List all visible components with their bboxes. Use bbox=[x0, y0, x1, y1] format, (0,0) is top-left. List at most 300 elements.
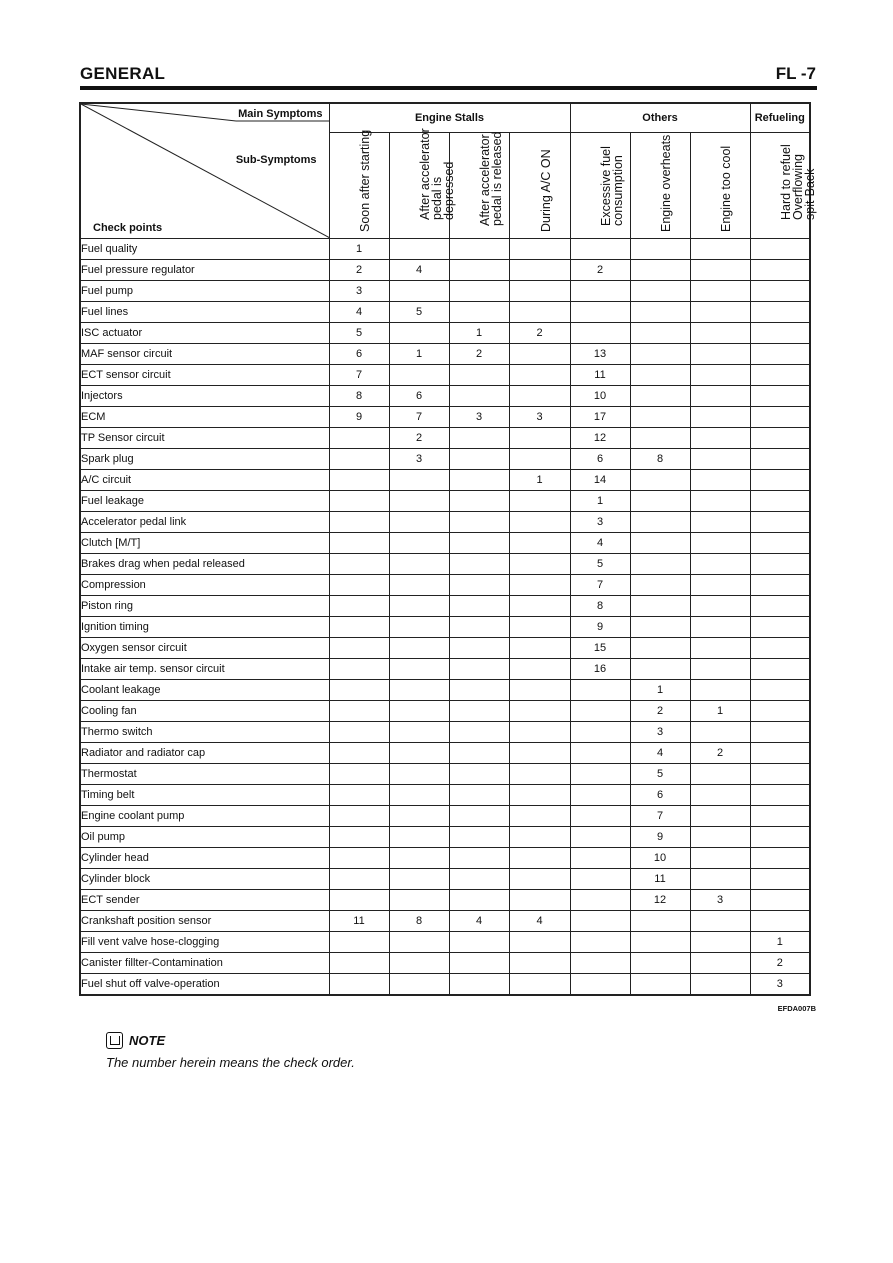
check-order-cell bbox=[690, 764, 750, 785]
check-order-cell bbox=[449, 575, 509, 596]
check-order-cell bbox=[750, 260, 810, 281]
check-order-cell: 14 bbox=[570, 470, 630, 491]
check-order-cell bbox=[690, 323, 750, 344]
check-order-cell: 2 bbox=[630, 701, 690, 722]
check-order-cell bbox=[449, 470, 509, 491]
check-order-cell: 7 bbox=[570, 575, 630, 596]
check-order-cell bbox=[329, 617, 389, 638]
check-order-cell bbox=[570, 281, 630, 302]
check-order-cell bbox=[570, 890, 630, 911]
check-order-cell bbox=[750, 449, 810, 470]
check-order-cell bbox=[329, 785, 389, 806]
check-order-cell bbox=[449, 512, 509, 533]
sub-symptom-header bbox=[690, 133, 750, 239]
check-point-name: Fuel shut off valve-operation bbox=[80, 974, 329, 996]
check-point-name: Thermostat bbox=[80, 764, 329, 785]
table-row bbox=[80, 428, 810, 449]
table-row bbox=[80, 911, 810, 932]
check-point-name: Timing belt bbox=[80, 785, 329, 806]
check-order-cell: 11 bbox=[570, 365, 630, 386]
check-order-cell bbox=[690, 974, 750, 996]
check-order-cell bbox=[329, 428, 389, 449]
check-order-cell bbox=[570, 701, 630, 722]
check-order-cell bbox=[750, 239, 810, 260]
check-order-cell bbox=[630, 596, 690, 617]
check-order-cell bbox=[750, 344, 810, 365]
check-order-cell bbox=[449, 785, 509, 806]
check-order-cell bbox=[690, 953, 750, 974]
check-point-name: Engine coolant pump bbox=[80, 806, 329, 827]
check-order-cell bbox=[690, 491, 750, 512]
table-row bbox=[80, 848, 810, 869]
check-order-cell bbox=[329, 533, 389, 554]
check-order-cell bbox=[690, 449, 750, 470]
check-order-cell: 2 bbox=[690, 743, 750, 764]
table-row bbox=[80, 932, 810, 953]
table-row bbox=[80, 386, 810, 407]
check-order-cell bbox=[509, 260, 570, 281]
check-order-cell bbox=[389, 785, 449, 806]
check-order-cell bbox=[630, 281, 690, 302]
check-order-cell bbox=[329, 449, 389, 470]
table-row bbox=[80, 764, 810, 785]
check-order-cell bbox=[630, 512, 690, 533]
check-order-cell bbox=[630, 323, 690, 344]
table-row bbox=[80, 554, 810, 575]
check-order-cell: 4 bbox=[509, 911, 570, 932]
check-order-cell bbox=[329, 470, 389, 491]
figure-code: EFDA007B bbox=[777, 1004, 816, 1013]
table-row bbox=[80, 869, 810, 890]
check-order-cell bbox=[449, 302, 509, 323]
check-points-label: Check points bbox=[93, 222, 163, 234]
check-order-cell: 3 bbox=[570, 512, 630, 533]
sub-symptom-label: Soon after starting bbox=[358, 129, 372, 232]
check-order-cell bbox=[389, 806, 449, 827]
check-point-name: MAF sensor circuit bbox=[80, 344, 329, 365]
check-order-cell: 5 bbox=[329, 323, 389, 344]
check-order-cell bbox=[509, 680, 570, 701]
check-order-cell bbox=[449, 386, 509, 407]
check-order-cell bbox=[449, 953, 509, 974]
table-row bbox=[80, 260, 810, 281]
check-order-cell bbox=[630, 533, 690, 554]
table-row bbox=[80, 323, 810, 344]
check-order-cell bbox=[570, 932, 630, 953]
check-order-cell bbox=[690, 365, 750, 386]
check-point-name: Radiator and radiator cap bbox=[80, 743, 329, 764]
check-order-cell bbox=[750, 659, 810, 680]
check-order-cell bbox=[750, 806, 810, 827]
check-order-cell: 1 bbox=[630, 680, 690, 701]
check-order-cell bbox=[509, 932, 570, 953]
table-row bbox=[80, 239, 810, 260]
check-order-cell bbox=[329, 932, 389, 953]
check-order-cell bbox=[329, 890, 389, 911]
check-order-cell: 1 bbox=[690, 701, 750, 722]
table-row bbox=[80, 785, 810, 806]
check-order-cell: 12 bbox=[630, 890, 690, 911]
check-order-cell bbox=[690, 722, 750, 743]
check-order-cell bbox=[449, 449, 509, 470]
check-order-cell: 2 bbox=[329, 260, 389, 281]
check-order-cell: 7 bbox=[389, 407, 449, 428]
check-order-cell bbox=[449, 428, 509, 449]
check-order-cell bbox=[509, 596, 570, 617]
note-text: The number herein means the check order. bbox=[106, 1055, 355, 1070]
check-order-cell: 8 bbox=[389, 911, 449, 932]
section-title: GENERAL bbox=[80, 64, 166, 83]
check-order-cell: 6 bbox=[389, 386, 449, 407]
check-point-name: Fuel lines bbox=[80, 302, 329, 323]
check-order-cell bbox=[690, 512, 750, 533]
sub-symptom-header bbox=[509, 133, 570, 239]
symptom-group-header: Engine Stalls bbox=[329, 103, 570, 133]
check-point-name: Fuel quality bbox=[80, 239, 329, 260]
main-symptoms-label: Main Symptoms bbox=[238, 108, 323, 120]
check-point-name: Fuel pressure regulator bbox=[80, 260, 329, 281]
header-rule bbox=[80, 86, 817, 90]
check-order-cell bbox=[329, 554, 389, 575]
check-order-cell bbox=[389, 680, 449, 701]
book-icon bbox=[106, 1032, 123, 1049]
check-point-name: Piston ring bbox=[80, 596, 329, 617]
check-point-name: Cylinder head bbox=[80, 848, 329, 869]
table-row bbox=[80, 302, 810, 323]
check-order-cell bbox=[329, 848, 389, 869]
check-order-cell bbox=[509, 428, 570, 449]
check-order-cell bbox=[449, 974, 509, 996]
check-order-cell bbox=[750, 281, 810, 302]
check-order-cell bbox=[389, 533, 449, 554]
check-order-cell bbox=[750, 638, 810, 659]
check-order-cell bbox=[449, 281, 509, 302]
check-order-cell: 4 bbox=[329, 302, 389, 323]
table-row bbox=[80, 974, 810, 996]
check-order-cell bbox=[570, 911, 630, 932]
table-row bbox=[80, 596, 810, 617]
check-order-cell bbox=[329, 869, 389, 890]
symptom-group-header: Refueling bbox=[750, 103, 810, 133]
check-order-cell: 11 bbox=[329, 911, 389, 932]
check-order-cell bbox=[449, 764, 509, 785]
check-order-cell bbox=[449, 701, 509, 722]
check-order-cell: 6 bbox=[570, 449, 630, 470]
check-order-cell bbox=[630, 974, 690, 996]
table-row bbox=[80, 827, 810, 848]
check-order-cell: 3 bbox=[329, 281, 389, 302]
check-order-cell: 1 bbox=[750, 932, 810, 953]
check-order-cell bbox=[630, 554, 690, 575]
check-order-cell bbox=[750, 512, 810, 533]
check-order-cell bbox=[449, 239, 509, 260]
check-order-cell bbox=[509, 449, 570, 470]
table-row bbox=[80, 617, 810, 638]
check-order-cell: 10 bbox=[570, 386, 630, 407]
check-order-cell bbox=[750, 701, 810, 722]
check-order-cell bbox=[690, 932, 750, 953]
check-order-cell bbox=[750, 617, 810, 638]
check-point-name: Clutch [M/T] bbox=[80, 533, 329, 554]
sub-symptom-header bbox=[570, 133, 630, 239]
check-order-cell bbox=[630, 302, 690, 323]
check-order-cell bbox=[690, 533, 750, 554]
check-order-cell bbox=[329, 596, 389, 617]
sub-symptom-label: Excessive fuel consumption bbox=[599, 146, 626, 226]
check-order-cell bbox=[509, 827, 570, 848]
check-order-cell bbox=[690, 848, 750, 869]
check-order-cell bbox=[630, 344, 690, 365]
check-order-cell bbox=[630, 617, 690, 638]
check-order-cell bbox=[570, 743, 630, 764]
check-order-cell: 3 bbox=[449, 407, 509, 428]
check-order-cell bbox=[329, 764, 389, 785]
check-order-cell bbox=[750, 302, 810, 323]
table-row bbox=[80, 659, 810, 680]
check-order-cell bbox=[389, 764, 449, 785]
check-order-cell: 9 bbox=[329, 407, 389, 428]
table-row bbox=[80, 575, 810, 596]
check-order-cell bbox=[389, 722, 449, 743]
check-order-cell bbox=[630, 260, 690, 281]
check-order-cell bbox=[750, 323, 810, 344]
page-number: FL -7 bbox=[775, 64, 816, 83]
check-order-cell bbox=[509, 365, 570, 386]
check-order-cell bbox=[509, 302, 570, 323]
check-order-cell: 2 bbox=[389, 428, 449, 449]
check-order-cell bbox=[630, 470, 690, 491]
check-order-cell bbox=[750, 848, 810, 869]
check-order-cell: 3 bbox=[389, 449, 449, 470]
check-order-cell bbox=[509, 974, 570, 996]
check-order-cell bbox=[750, 785, 810, 806]
check-order-cell bbox=[509, 512, 570, 533]
check-order-cell bbox=[449, 869, 509, 890]
check-order-cell bbox=[630, 407, 690, 428]
check-order-cell bbox=[449, 260, 509, 281]
check-order-cell bbox=[449, 743, 509, 764]
check-point-name: Crankshaft position sensor bbox=[80, 911, 329, 932]
check-order-cell bbox=[389, 239, 449, 260]
check-point-name: Thermo switch bbox=[80, 722, 329, 743]
check-order-cell bbox=[389, 281, 449, 302]
check-point-name: Oxygen sensor circuit bbox=[80, 638, 329, 659]
check-order-cell bbox=[690, 617, 750, 638]
check-point-name: Cooling fan bbox=[80, 701, 329, 722]
check-order-cell bbox=[750, 554, 810, 575]
check-order-cell bbox=[449, 848, 509, 869]
check-order-cell bbox=[329, 701, 389, 722]
check-order-cell bbox=[329, 575, 389, 596]
check-order-cell bbox=[509, 785, 570, 806]
check-order-cell bbox=[690, 680, 750, 701]
check-order-cell bbox=[630, 638, 690, 659]
check-order-cell bbox=[690, 344, 750, 365]
check-order-cell bbox=[329, 974, 389, 996]
check-order-cell bbox=[570, 806, 630, 827]
check-order-cell: 7 bbox=[630, 806, 690, 827]
check-order-cell bbox=[449, 596, 509, 617]
table-row bbox=[80, 512, 810, 533]
check-point-name: Fuel leakage bbox=[80, 491, 329, 512]
check-order-cell bbox=[570, 239, 630, 260]
check-order-cell bbox=[570, 323, 630, 344]
check-order-cell: 4 bbox=[389, 260, 449, 281]
check-order-cell bbox=[389, 638, 449, 659]
check-order-cell bbox=[690, 428, 750, 449]
check-order-cell bbox=[750, 428, 810, 449]
check-order-cell bbox=[389, 890, 449, 911]
check-order-cell: 3 bbox=[750, 974, 810, 996]
check-point-name: Intake air temp. sensor circuit bbox=[80, 659, 329, 680]
check-order-cell bbox=[329, 827, 389, 848]
check-point-name: Oil pump bbox=[80, 827, 329, 848]
check-point-name: Coolant leakage bbox=[80, 680, 329, 701]
check-order-cell: 10 bbox=[630, 848, 690, 869]
check-order-cell bbox=[449, 806, 509, 827]
corner-diagonals bbox=[81, 104, 329, 238]
check-order-cell bbox=[570, 722, 630, 743]
check-order-cell bbox=[509, 533, 570, 554]
check-order-cell bbox=[630, 491, 690, 512]
check-order-cell bbox=[329, 638, 389, 659]
check-order-cell bbox=[690, 260, 750, 281]
check-order-cell bbox=[690, 575, 750, 596]
check-order-cell bbox=[690, 911, 750, 932]
check-order-cell: 3 bbox=[690, 890, 750, 911]
check-order-cell bbox=[690, 554, 750, 575]
check-order-cell bbox=[449, 890, 509, 911]
check-order-cell bbox=[389, 659, 449, 680]
check-order-cell bbox=[750, 575, 810, 596]
check-order-cell bbox=[570, 785, 630, 806]
check-order-cell bbox=[509, 344, 570, 365]
check-order-cell bbox=[509, 554, 570, 575]
troubleshooting-table bbox=[79, 102, 817, 996]
note-box bbox=[106, 1032, 355, 1070]
table-row bbox=[80, 344, 810, 365]
check-point-name: TP Sensor circuit bbox=[80, 428, 329, 449]
check-point-name: ECT sensor circuit bbox=[80, 365, 329, 386]
check-point-name: Cylinder block bbox=[80, 869, 329, 890]
check-order-cell: 7 bbox=[329, 365, 389, 386]
table-row bbox=[80, 449, 810, 470]
check-order-cell: 8 bbox=[570, 596, 630, 617]
table-row bbox=[80, 890, 810, 911]
check-order-cell bbox=[389, 932, 449, 953]
check-order-cell bbox=[509, 281, 570, 302]
check-order-cell bbox=[329, 722, 389, 743]
check-order-cell: 4 bbox=[570, 533, 630, 554]
check-order-cell: 5 bbox=[570, 554, 630, 575]
check-order-cell bbox=[389, 470, 449, 491]
check-order-cell bbox=[570, 953, 630, 974]
check-order-cell bbox=[750, 533, 810, 554]
check-order-cell bbox=[509, 890, 570, 911]
check-order-cell bbox=[509, 869, 570, 890]
check-order-cell bbox=[750, 890, 810, 911]
sub-symptoms-label: Sub-Symptoms bbox=[235, 154, 317, 166]
check-order-cell bbox=[329, 512, 389, 533]
check-order-cell: 15 bbox=[570, 638, 630, 659]
check-order-cell: 5 bbox=[389, 302, 449, 323]
check-order-cell bbox=[750, 827, 810, 848]
check-order-cell bbox=[509, 953, 570, 974]
check-order-cell bbox=[750, 680, 810, 701]
check-order-cell bbox=[690, 386, 750, 407]
check-order-cell bbox=[690, 827, 750, 848]
check-point-name: ECM bbox=[80, 407, 329, 428]
check-order-cell bbox=[329, 659, 389, 680]
check-order-cell bbox=[389, 827, 449, 848]
check-order-cell: 12 bbox=[570, 428, 630, 449]
table-row bbox=[80, 365, 810, 386]
check-order-cell: 2 bbox=[449, 344, 509, 365]
table-row bbox=[80, 470, 810, 491]
check-order-cell bbox=[389, 512, 449, 533]
check-order-cell bbox=[690, 470, 750, 491]
check-order-cell: 1 bbox=[329, 239, 389, 260]
check-order-cell bbox=[630, 911, 690, 932]
check-order-cell bbox=[690, 785, 750, 806]
check-order-cell bbox=[389, 365, 449, 386]
table-row bbox=[80, 680, 810, 701]
check-order-cell: 3 bbox=[630, 722, 690, 743]
check-point-name: Fill vent valve hose-clogging bbox=[80, 932, 329, 953]
check-order-cell bbox=[449, 659, 509, 680]
check-order-cell: 1 bbox=[509, 470, 570, 491]
table-row bbox=[80, 806, 810, 827]
check-order-cell: 9 bbox=[630, 827, 690, 848]
sub-symptom-label: Hard to refuel Overflowing spit-Back bbox=[778, 144, 817, 220]
check-point-name: Injectors bbox=[80, 386, 329, 407]
check-order-cell bbox=[750, 911, 810, 932]
check-order-cell bbox=[750, 470, 810, 491]
check-order-cell: 2 bbox=[509, 323, 570, 344]
sub-symptom-header bbox=[750, 133, 817, 239]
check-order-cell bbox=[389, 974, 449, 996]
table-row bbox=[80, 953, 810, 974]
sub-symptom-header bbox=[630, 133, 690, 239]
check-order-cell: 4 bbox=[449, 911, 509, 932]
check-order-cell bbox=[509, 386, 570, 407]
check-order-cell bbox=[449, 827, 509, 848]
check-order-cell bbox=[690, 659, 750, 680]
check-order-cell bbox=[750, 491, 810, 512]
check-point-name: Ignition timing bbox=[80, 617, 329, 638]
check-order-cell bbox=[509, 617, 570, 638]
check-order-cell bbox=[570, 848, 630, 869]
check-order-cell bbox=[750, 386, 810, 407]
check-order-cell bbox=[449, 932, 509, 953]
check-order-cell bbox=[389, 848, 449, 869]
check-order-cell bbox=[690, 302, 750, 323]
check-order-cell bbox=[570, 827, 630, 848]
table-corner-header bbox=[80, 103, 329, 239]
check-order-cell bbox=[690, 281, 750, 302]
check-order-cell bbox=[690, 806, 750, 827]
check-order-cell bbox=[449, 680, 509, 701]
check-order-cell bbox=[630, 659, 690, 680]
check-order-cell bbox=[329, 680, 389, 701]
sub-symptom-header bbox=[449, 133, 509, 239]
check-order-cell: 1 bbox=[389, 344, 449, 365]
check-order-cell bbox=[570, 974, 630, 996]
check-order-cell bbox=[329, 806, 389, 827]
sub-symptom-header bbox=[389, 128, 456, 239]
check-order-cell: 4 bbox=[630, 743, 690, 764]
check-order-cell: 6 bbox=[329, 344, 389, 365]
